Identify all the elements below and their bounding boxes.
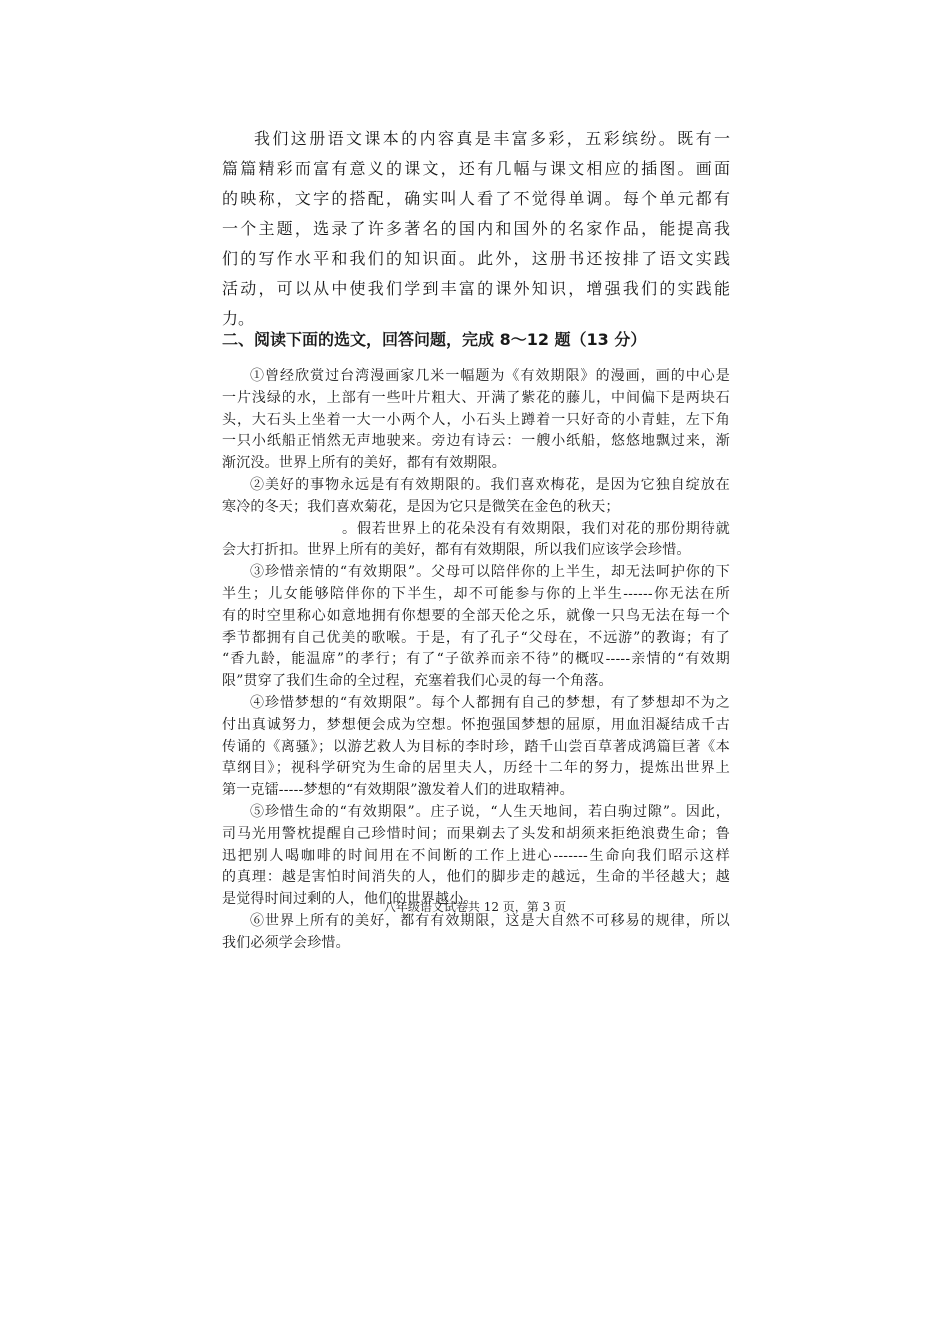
passage-line: 有的时空里称心如意地拥有你想要的全部天伦之乐，就像一只鸟无法在每一个 [222,607,730,624]
passage-line: 头，大石头上坐着一大一小两个人，小石头上蹲着一只好奇的小青蛙，左下角 [222,411,730,428]
intro-line: 篇篇精彩而富有意义的课文，还有几幅与课文相应的插图。画面 [222,159,730,178]
passage-line: ③珍惜亲情的“有效期限”。父母可以陪伴你的上半生，却无法呵护你的下 [250,564,730,581]
passage-line: 半生；儿女能够陪伴你的下半生，却不可能参与你的上半生------你无法在所 [222,585,730,602]
intro-line: 活动，可以从中使我们学到丰富的课外知识，增强我们的实践能 [222,279,730,298]
intro-line: 我们这册语文课本的内容真是丰富多彩，五彩缤纷。既有一 [254,129,730,148]
passage-line: 的真理：越是害怕时间消失的人，他们的脚步走的越远，生命的半径越大；越 [222,869,730,886]
passage-line: 我们必须学会珍惜。 [222,934,350,951]
intro-paragraph [222,124,730,334]
passage-line: 是觉得时间过剩的人，他们的世界越小。 [222,891,478,908]
passage-line-with-blank: 。假若世界上的花朵没有有效期限，我们对花的那份期待就 [342,520,730,537]
intro-line: 力。 [222,309,255,328]
passage-line: ④珍惜梦想的“有效期限”。每个人都拥有自己的梦想，有了梦想却不为之 [250,694,730,711]
passage-line: 传诵的《离骚》；以游艺救人为目标的李时珍，踏千山尝百草著成鸿篇巨著《本 [222,738,730,755]
passage-line: 第一克镭-----梦想的“有效期限”激发着人们的进取精神。 [222,782,574,799]
passage-line: 限”贯穿了我们生命的全过程，充塞着我们心灵的每一个角落。 [222,673,613,690]
passage-line: ⑤珍惜生命的“有效期限”。庄子说，“人生天地间，若白驹过隙”。因此， [250,803,730,820]
intro-line: 一个主题，选录了许多著名的国内和国外的名家作品，能提高我 [222,219,730,238]
passage-line: 迅把别人喝咖啡的时间用在不间断的工作上进心-------生命向我们昭示这样 [222,847,730,864]
passage-line: ⑥世界上所有的美好，都有有效期限，这是大自然不可移易的规律，所以 [250,912,730,929]
passage-line: “香九龄，能温席”的孝行；有了“子欲养而亲不待”的概叹-----亲情的“有效期 [222,651,730,668]
passage-line: ①曾经欣赏过台湾漫画家几米一幅题为《有效期限》的漫画，画的中心是 [250,368,730,384]
passage-line: 草纲目》；视科学研究为生命的居里夫人，历经十二年的努力，提炼出世界上 [222,760,730,777]
passage-line: 寒冷的冬天；我们喜欢菊花，是因为它只是微笑在金色的秋天； [222,498,620,515]
reading-passage [222,366,730,955]
passage-line: 司马光用警枕提醒自己珍惜时间；而果剃去了头发和胡须来拒绝浪费生命；鲁 [222,825,730,842]
passage-line: 付出真诚努力，梦想便会成为空想。怀抱强国梦想的屈原，用血泪凝结成千古 [222,716,730,733]
passage-line: 一片浅绿的水，上部有一些叶片粗大、开满了紫花的藤儿，中间偏下是两块石 [222,389,730,406]
passage-line: 季节都拥有自己优美的歌喉。于是，有了孔子“父母在，不远游”的教诲；有了 [222,629,730,646]
section-heading: 二、阅读下面的选文，回答问题，完成 8～12 题（13 分） [222,330,647,349]
passage-line: 会大打折扣。世界上所有的美好，都有有效期限，所以我们应该学会珍惜。 [222,542,691,559]
passage-line: ②美好的事物永远是有有效期限的。我们喜欢梅花，是因为它独自绽放在 [250,476,730,493]
intro-line: 们的写作水平和我们的知识面。此外，这册书还按排了语文实践 [222,249,730,268]
passage-line: 渐沉没。世界上所有的美好，都有有效期限。 [222,455,506,472]
passage-line: 一只小纸船正悄然无声地驶来。旁边有诗云：一艘小纸船，悠悠地飘过来，渐 [222,433,730,450]
page-footer: 八年级语文试卷共 12 页，第 3 页 [383,900,567,914]
intro-line: 的映称，文字的搭配，确实叫人看了不觉得单调。每个单元都有 [222,189,730,208]
